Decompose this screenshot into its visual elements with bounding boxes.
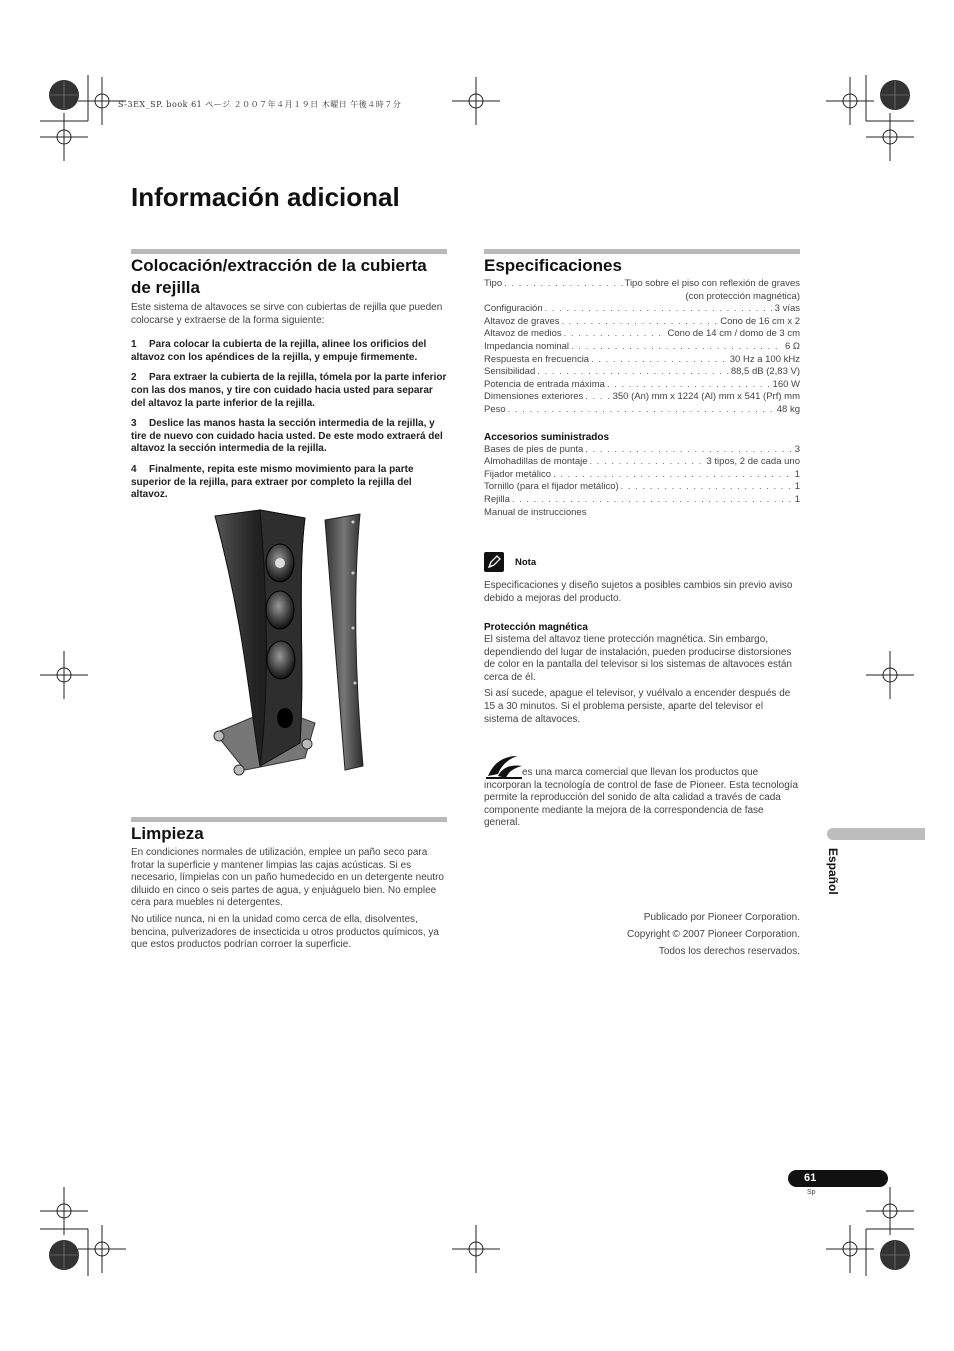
copyright: Copyright © 2007 Pioneer Corporation.: [626, 929, 800, 940]
note-icon: [484, 552, 504, 572]
spec-row-tipo-continued: (con protección magnética): [685, 290, 800, 302]
note-text: Especificaciones y diseño sujetos a posibles cambios sin previo aviso debido a mejoras del producto.: [484, 580, 793, 604]
cleaning-paragraph-2: No utilice nunca, ni en la unidad como cerca de ella, disolventes, bencina, pulverizadores de insecticida u otros productos químicos, ya que estos productos podrían corroer la superficie.: [131, 913, 439, 951]
language-code: Sp: [807, 1189, 816, 1196]
spec-row: Potencia de entrada máxima . . . 160 W: [484, 379, 800, 392]
page-number: 61: [804, 1172, 817, 1184]
speaker-illustration: [205, 508, 375, 783]
grille-steps: [131, 339, 449, 502]
language-tab: [827, 828, 925, 840]
language-label: Español: [826, 848, 840, 895]
spec-row: Impedancia nominal . . . 6 Ω: [484, 341, 800, 354]
magnetic-paragraph-1: El sistema del altavoz tiene protección magnética. Sin embargo, dependiendo del lugar de instalación, pueden producirse distorsiones de color en la pantalla del televisor si los sistemas de altavoces están cerca de él.: [484, 634, 792, 683]
note-label: Nota: [515, 557, 537, 568]
spec-row: Altavoz de medios . . . Cono de 14 cm / domo de 3 cm: [484, 328, 800, 341]
magnetic-paragraph-2: Si así sucede, apague el televisor, y vuélvalo a encender después de 15 a 30 minutos. Si el problema persiste, aparte del televisor el sistema de altavoces.: [484, 688, 791, 725]
step-1: 1 Para colocar la cubierta de la rejilla, alinee los orificios del altavoz con los apéndices de la rejilla, y empuje firmemente.: [131, 339, 427, 363]
spec-row: Respuesta en frecuencia . . . 30 Hz a 100 kHz: [484, 354, 800, 367]
accessory-row: Almohadillas de montaje . . . 3 tipos, 2 de cada uno: [484, 456, 800, 469]
spec-row: Peso . . . 48 kg: [484, 404, 800, 417]
accessories-heading: Accesorios suministrados: [484, 431, 610, 443]
accessory-row: Tornillo (para el fijador metálico) . . . 1: [484, 481, 800, 494]
cleaning-heading: Limpieza: [131, 824, 204, 843]
spec-row: Sensibilidad . . . 88,5 dB (2,83 V): [484, 366, 800, 379]
published-by: Publicado por Pioneer Corporation.: [643, 912, 800, 923]
step-2: 2 Para extraer la cubierta de la rejilla, tómela por la parte inferior con las dos manos, y tire con cuidado hacia usted para separar del altavoz la parte inferior de la rejilla.: [131, 372, 447, 409]
grille-heading: Colocación/extracción de la cubierta de rejilla: [131, 256, 427, 297]
spec-row: Configuración . . . 3 vías: [484, 303, 800, 316]
rights-reserved: Todos los derechos reservados.: [658, 946, 800, 957]
accessory-row: Manual de instrucciones: [484, 506, 587, 518]
file-info-header: S-3EX_SP. book 61 ページ ２００７年４月１９日 木曜日 午後４時７分: [118, 100, 402, 109]
specs-section: [484, 255, 800, 519]
section-bar: [131, 249, 447, 254]
spec-row: Altavoz de graves . . . Cono de 16 cm x 2: [484, 316, 800, 329]
accessories-list: [484, 444, 800, 520]
specs-heading: Especificaciones: [484, 256, 622, 275]
accessory-row: Rejilla . . . 1: [484, 494, 800, 507]
accessory-row: Bases de pies de punta . . . 3: [484, 444, 800, 457]
cleaning-section: [131, 823, 449, 952]
cleaning-paragraph-1: En condiciones normales de utilización, emplee un paño seco para frotar la superficie y mantener limpias las cajas acústicas. Si es necesario, límpielas con un paño humedecido en un detergente neutro diluido en cinco o seis partes de agua, y enjuáguelo bien. No emplee cera para muebles ni detergentes.: [131, 847, 444, 909]
step-4: 4 Finalmente, repita este mismo movimiento para la parte superior de la rejilla, para extraer por completo la rejilla del altavoz.: [131, 463, 414, 501]
specs-table: [484, 278, 800, 417]
magnetic-heading: Protección magnética: [484, 622, 588, 633]
step-3: 3 Deslice las manos hasta la sección intermedia de la rejilla, y tire de nuevo con cuidado hacia usted. De este modo extraerá del altavoz la sección intermedia de la rejilla.: [131, 418, 443, 455]
spec-row: Dimensiones exteriores . . . 350 (An) mm x 1224 (Al) mm x 541 (Prf) mm: [484, 391, 800, 404]
accessory-row: Fijador metálico . . . 1: [484, 469, 800, 482]
grille-intro: Este sistema de altavoces se sirve con cubiertas de rejilla que pueden colocarse y extraerse de la forma siguiente:: [131, 302, 443, 326]
page-number-badge: [788, 1170, 888, 1187]
phase-control-text: es una marca comercial que llevan los productos que incorporan la tecnología de control de fase de Pioneer. Esta tecnología permite la reproducción del sonido de alta calidad a través de cada componente mediante la mejora de la correspondencia de fase general.: [484, 767, 799, 829]
section-bar: [131, 817, 447, 822]
section-bar: [484, 249, 800, 254]
magnetic-section: [484, 622, 800, 726]
spec-row-tipo: Tipo . . . Tipo sobre el piso con reflexión de graves: [484, 278, 800, 291]
page-title: Información adicional: [131, 182, 400, 212]
grille-section: [131, 255, 449, 502]
